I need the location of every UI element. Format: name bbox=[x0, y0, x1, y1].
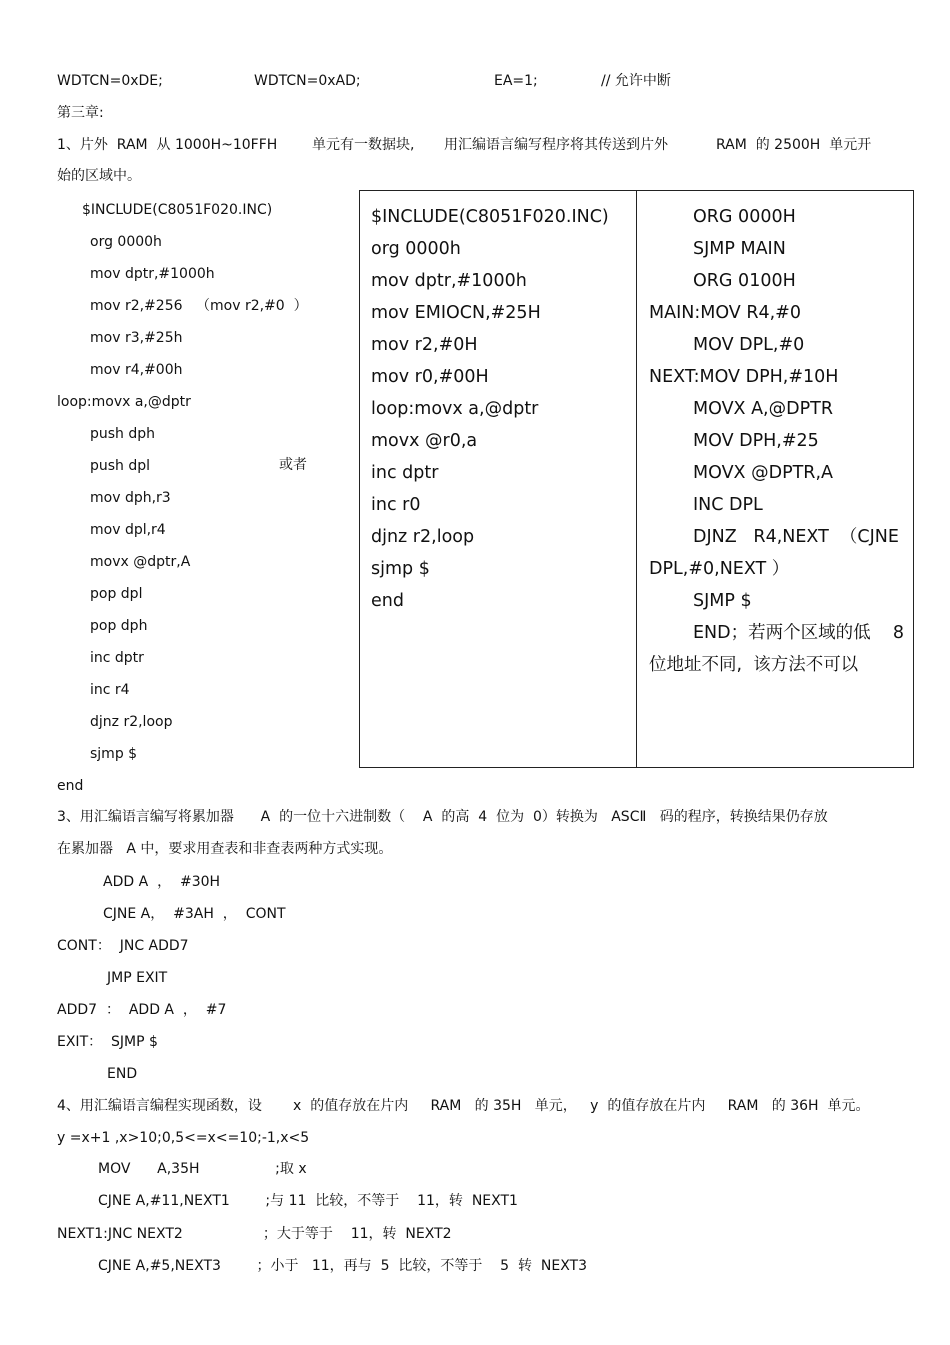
q3-code-line: ADD A ， #30H bbox=[103, 874, 221, 890]
left-code-line: inc dptr bbox=[90, 650, 144, 666]
q4-code-line: MOV A,35H ;取 x bbox=[98, 1161, 307, 1177]
q4-text-line1: 4、用汇编语言编程实现函数，设 x 的值存放在片内 RAM 的 35H 单元， y 的值存放在片内 RAM 的 36H 单元。 bbox=[57, 1098, 870, 1114]
mid-code-line: mov EMIOCN,#25H bbox=[371, 303, 541, 323]
mid-code-line: djnz r2,loop bbox=[371, 527, 475, 547]
right-code-line: MOV DPH,#25 bbox=[693, 431, 819, 451]
mid-code-line: $INCLUDE(C8051F020.INC) bbox=[371, 207, 609, 227]
left-code-line: sjmp $ bbox=[90, 746, 138, 762]
q3-code-line: CONT： JNC ADD7 bbox=[57, 938, 189, 954]
q3-code-line: JMP EXIT bbox=[107, 970, 168, 986]
left-code-line: mov dptr,#1000h bbox=[90, 266, 215, 282]
q4-function-line: y =x+1 ,x>10;0,5<=x<=10;-1,x<5 bbox=[57, 1130, 310, 1146]
interrupt-comment: // 允许中断 bbox=[601, 73, 671, 89]
wdtcn-de-line: WDTCN=0xDE; bbox=[57, 73, 163, 89]
left-code-line: inc r4 bbox=[90, 682, 130, 698]
q1-text-line2: 始的区域中。 bbox=[57, 168, 141, 184]
left-code-line: mov r4,#00h bbox=[90, 362, 183, 378]
right-code-line: NEXT:MOV DPH,#10H bbox=[649, 367, 839, 387]
mid-code-line: movx @r0,a bbox=[371, 431, 478, 451]
left-code-line: org 0000h bbox=[90, 234, 162, 250]
left-code-alt: （mov r2,#0 ） bbox=[196, 298, 308, 314]
right-code-line: ORG 0000H bbox=[693, 207, 796, 227]
q4-code-line: NEXT1:JNC NEXT2 ；大于等于 11，转 NEXT2 bbox=[57, 1226, 452, 1242]
right-code-line: SJMP MAIN bbox=[693, 239, 786, 259]
right-code-line: DPL,#0,NEXT ） bbox=[649, 559, 790, 579]
mid-code-line: loop:movx a,@dptr bbox=[371, 399, 539, 419]
mid-code-line: org 0000h bbox=[371, 239, 461, 259]
q4-code-line: CJNE A,#11,NEXT1 ;与 11 比较，不等于 11，转 NEXT1 bbox=[98, 1193, 518, 1209]
q3-code-line: EXIT： SJMP $ bbox=[57, 1034, 158, 1050]
left-code-line: mov r3,#25h bbox=[90, 330, 183, 346]
table-divider bbox=[636, 191, 637, 767]
left-code-line: end bbox=[57, 778, 84, 794]
right-code-line: DJNZ R4,NEXT （CJNE bbox=[693, 527, 899, 547]
q3-code-line: ADD7 ： ADD A ， #7 bbox=[57, 1002, 227, 1018]
right-code-line: SJMP $ bbox=[693, 591, 752, 611]
right-code-line: END；若两个区域的低 8 bbox=[693, 623, 905, 643]
q1-text-c: 用汇编语言编写程序将其传送到片外 bbox=[444, 137, 668, 153]
right-code-line: MOVX @DPTR,A bbox=[693, 463, 833, 483]
chapter-heading: 第三章: bbox=[57, 105, 104, 121]
mid-code-line: sjmp $ bbox=[371, 559, 430, 579]
q1-text-b: 单元有一数据块, bbox=[312, 137, 415, 153]
right-code-line: 位地址不同, 该方法不可以 bbox=[649, 655, 859, 675]
q3-code-line: CJNE A， #3AH ， CONT bbox=[103, 906, 286, 922]
code-comparison-table bbox=[359, 190, 914, 768]
right-code-line: MOVX A,@DPTR bbox=[693, 399, 833, 419]
left-code-line: mov r2,#256 bbox=[90, 298, 183, 314]
left-code-line: loop:movx a,@dptr bbox=[57, 394, 191, 410]
mid-code-line: mov r2,#0H bbox=[371, 335, 478, 355]
mid-code-line: end bbox=[371, 591, 404, 611]
mid-code-line: mov dptr,#1000h bbox=[371, 271, 527, 291]
q1-text-d: RAM 的 2500H 单元开 bbox=[716, 137, 872, 153]
left-code-line: pop dpl bbox=[90, 586, 143, 602]
mid-code-line: inc dptr bbox=[371, 463, 439, 483]
q3-text-line2: 在累加器 A 中，要求用查表和非查表两种方式实现。 bbox=[57, 841, 393, 857]
q4-code-line: CJNE A,#5,NEXT3 ；小于 11，再与 5 比较，不等于 5 转 NEXT3 bbox=[98, 1258, 588, 1274]
left-code-line: mov dph,r3 bbox=[90, 490, 171, 506]
q3-code-line: END bbox=[107, 1066, 138, 1082]
mid-code-line: mov r0,#00H bbox=[371, 367, 489, 387]
left-code-line: movx @dptr,A bbox=[90, 554, 191, 570]
left-code-line: mov dpl,r4 bbox=[90, 522, 166, 538]
mid-code-line: inc r0 bbox=[371, 495, 421, 515]
right-code-line: MOV DPL,#0 bbox=[693, 335, 805, 355]
q1-text-a: 1、片外 RAM 从 1000H~10FFH bbox=[57, 137, 278, 153]
ea-line: EA=1; bbox=[494, 73, 538, 89]
or-label: 或者 bbox=[279, 457, 307, 473]
left-code-line: pop dph bbox=[90, 618, 148, 634]
left-code-line: $INCLUDE(C8051F020.INC) bbox=[82, 202, 273, 218]
left-code-line: push dph bbox=[90, 426, 156, 442]
wdtcn-ad-line: WDTCN=0xAD; bbox=[254, 73, 361, 89]
right-code-line: MAIN:MOV R4,#0 bbox=[649, 303, 801, 323]
right-code-line: INC DPL bbox=[693, 495, 763, 515]
left-code-line: push dpl bbox=[90, 458, 151, 474]
right-code-line: ORG 0100H bbox=[693, 271, 796, 291]
q3-text-line1: 3、用汇编语言编写将累加器 A 的一位十六进制数（ A 的高 4 位为 0）转换为 ASCⅡ 码的程序，转换结果仍存放 bbox=[57, 809, 828, 825]
left-code-line: djnz r2,loop bbox=[90, 714, 173, 730]
